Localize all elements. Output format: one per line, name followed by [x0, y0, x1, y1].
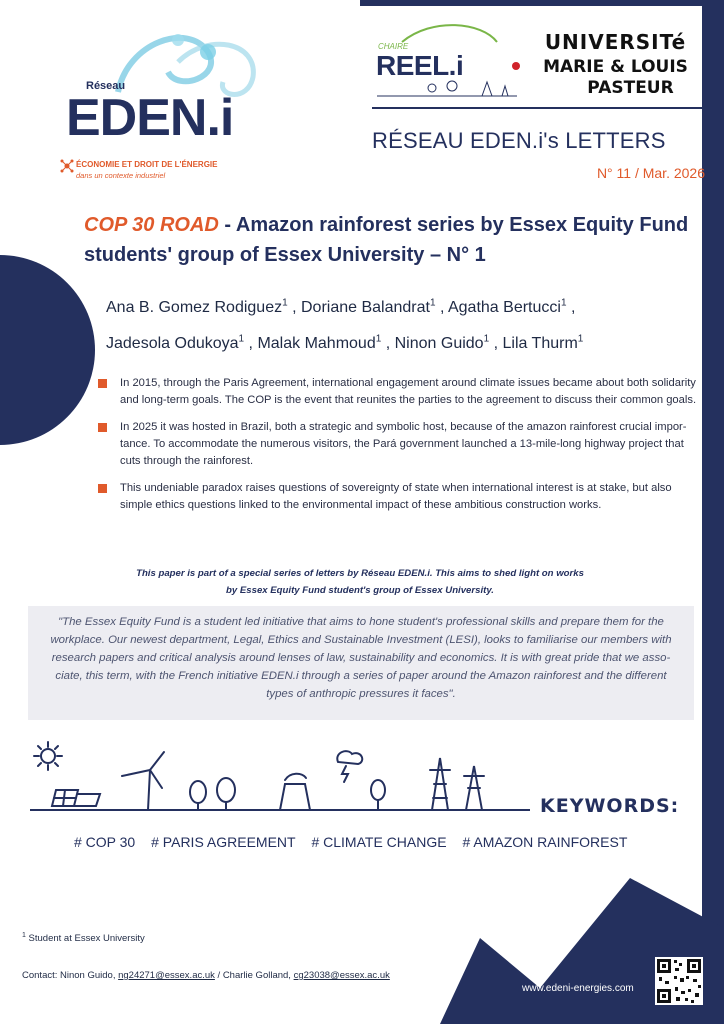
- author: Malak Mahmoud$^1$ ,: [257, 333, 395, 352]
- pylon-icon: [430, 758, 450, 810]
- university-logo-line2: MARIE & LOUIS: [543, 57, 688, 77]
- eden-logo-reseau: Réseau: [86, 80, 126, 92]
- bullet-square-icon: [98, 484, 107, 493]
- eden-logo: [58, 22, 308, 192]
- article-title-rest: - Amazon rainforest series by Essex Equity Fund students' group of Essex University – N° 1: [84, 214, 689, 266]
- keyword-item: # PARIS AGREEMENT: [151, 834, 296, 850]
- summary-bullets: [98, 375, 698, 524]
- issue-number: N° 11 / Mar. 2026: [596, 165, 705, 181]
- tree-icon: [371, 780, 385, 810]
- quote-text: "The Essex Equity Fund is a student led initiative that aims to hone student's professional skills and prepare them for the workplace. Our newest department, Legal, Ethics and Sustainable Investment (LESI), looks to familiarise our members with research papers and critical analysis around lenses of law, sustainability and economics. It is with great pride that we asso-ciate, this term, with the French initiative EDEN.i through a series of paper around the Amazon rainforest and the different types of anthropic pressures it faces".: [50, 616, 672, 700]
- qr-code-icon[interactable]: [655, 957, 703, 1005]
- bullet-square-icon: [98, 379, 107, 388]
- separator-dot: [512, 62, 520, 70]
- series-note: This paper is part of a special series of letters by Réseau EDEN.i. This aims to shed light on works by Essex Equity Fund student's group of Essex University.: [136, 568, 584, 596]
- keyword-item: # COP 30: [74, 834, 136, 850]
- reel-logo: [372, 22, 522, 100]
- storm-cloud-icon: [337, 751, 362, 782]
- header-rule: [372, 107, 702, 109]
- eden-logo-tagline-1: ÉCONOMIE ET DROIT DE L'ÉNERGIE: [76, 160, 218, 169]
- author: Ninon Guido$^1$ ,: [394, 333, 503, 352]
- author: Doriane Balandrat$^1$ ,: [301, 298, 448, 317]
- university-logo: [528, 30, 703, 100]
- reel-logo-chaire: CHAIRE: [378, 42, 409, 51]
- eden-logo-tagline-2: dans un contexte industriel: [76, 171, 166, 180]
- footnote: $^1$ Student at Essex University: [22, 932, 145, 945]
- university-logo-line1: UNIVERSITé: [544, 30, 687, 54]
- sun-icon: [34, 742, 62, 770]
- contact-email-link[interactable]: ng24271@essex.ac.uk: [118, 970, 215, 981]
- author-list: [106, 288, 696, 359]
- keyword-item: # AMAZON RAINFOREST: [462, 834, 628, 850]
- author: Agatha Bertucci$^1$ ,: [447, 298, 576, 317]
- contact-line: Contact: Ninon Guido, ng24271@essex.ac.uk / Charlie Golland, cg23038@essex.ac.uk: [22, 970, 390, 981]
- eden-logo-name: EDEN.i: [66, 89, 234, 147]
- page-frame-top: [360, 0, 724, 6]
- tree-icon: [190, 781, 206, 810]
- cooling-tower-icon: [280, 774, 310, 810]
- website-link[interactable]: www.edeni-energies.com: [522, 983, 634, 994]
- solar-panel-icon: [52, 790, 100, 806]
- wind-turbine-icon: [122, 752, 164, 810]
- tree-icon: [217, 778, 235, 810]
- bullet-item: This undeniable paradox raises questions of sovereignty of state when international interest is at stake, but also simple ethics questions linked to the environmental impact of these ambitious construction works.: [98, 480, 698, 514]
- pylon-icon: [464, 766, 484, 810]
- reel-logo-name: REEL.i: [376, 50, 464, 81]
- keywords-title: KEYWORDS:: [540, 795, 680, 817]
- network-icon: [60, 159, 72, 171]
- keyword-item: # CLIMATE CHANGE: [311, 834, 447, 850]
- author: Lila Thurm$^1$: [502, 333, 584, 352]
- reel-logo-landscape-icon: [372, 22, 522, 100]
- bullet-item: In 2015, through the Paris Agreement, international engagement around climate issues became about both solidarity and long-term goals. The COP is the event that reunites the parties to the agreement to discuss their common goals.: [98, 375, 698, 409]
- article-title-highlight: COP 30 ROAD: [84, 214, 219, 236]
- author: Jadesola Odukoya$^1$ ,: [106, 333, 258, 352]
- article-title: [84, 210, 704, 270]
- quote-box: [28, 606, 694, 720]
- university-logo-line3: PASTEUR: [587, 78, 674, 98]
- contact-email-link[interactable]: cg23038@essex.ac.uk: [293, 970, 390, 981]
- letters-title: RÉSEAU EDEN.i's LETTERS: [372, 128, 666, 153]
- author: Ana B. Gomez Rodiguez$^1$ ,: [106, 298, 301, 317]
- bullet-square-icon: [98, 423, 107, 432]
- keyword-list: [74, 834, 639, 850]
- bullet-item: In 2025 it was hosted in Brazil, both a strategic and symbolic host, because of the amazon rainforest crucial impor-tance. To accommodate the numerous visitors, the Pará government launched a 13-mile-long highway project that cuts through the rainforest.: [98, 419, 698, 470]
- decorative-circle: [0, 255, 95, 445]
- energy-landscape-illustration: [30, 738, 530, 818]
